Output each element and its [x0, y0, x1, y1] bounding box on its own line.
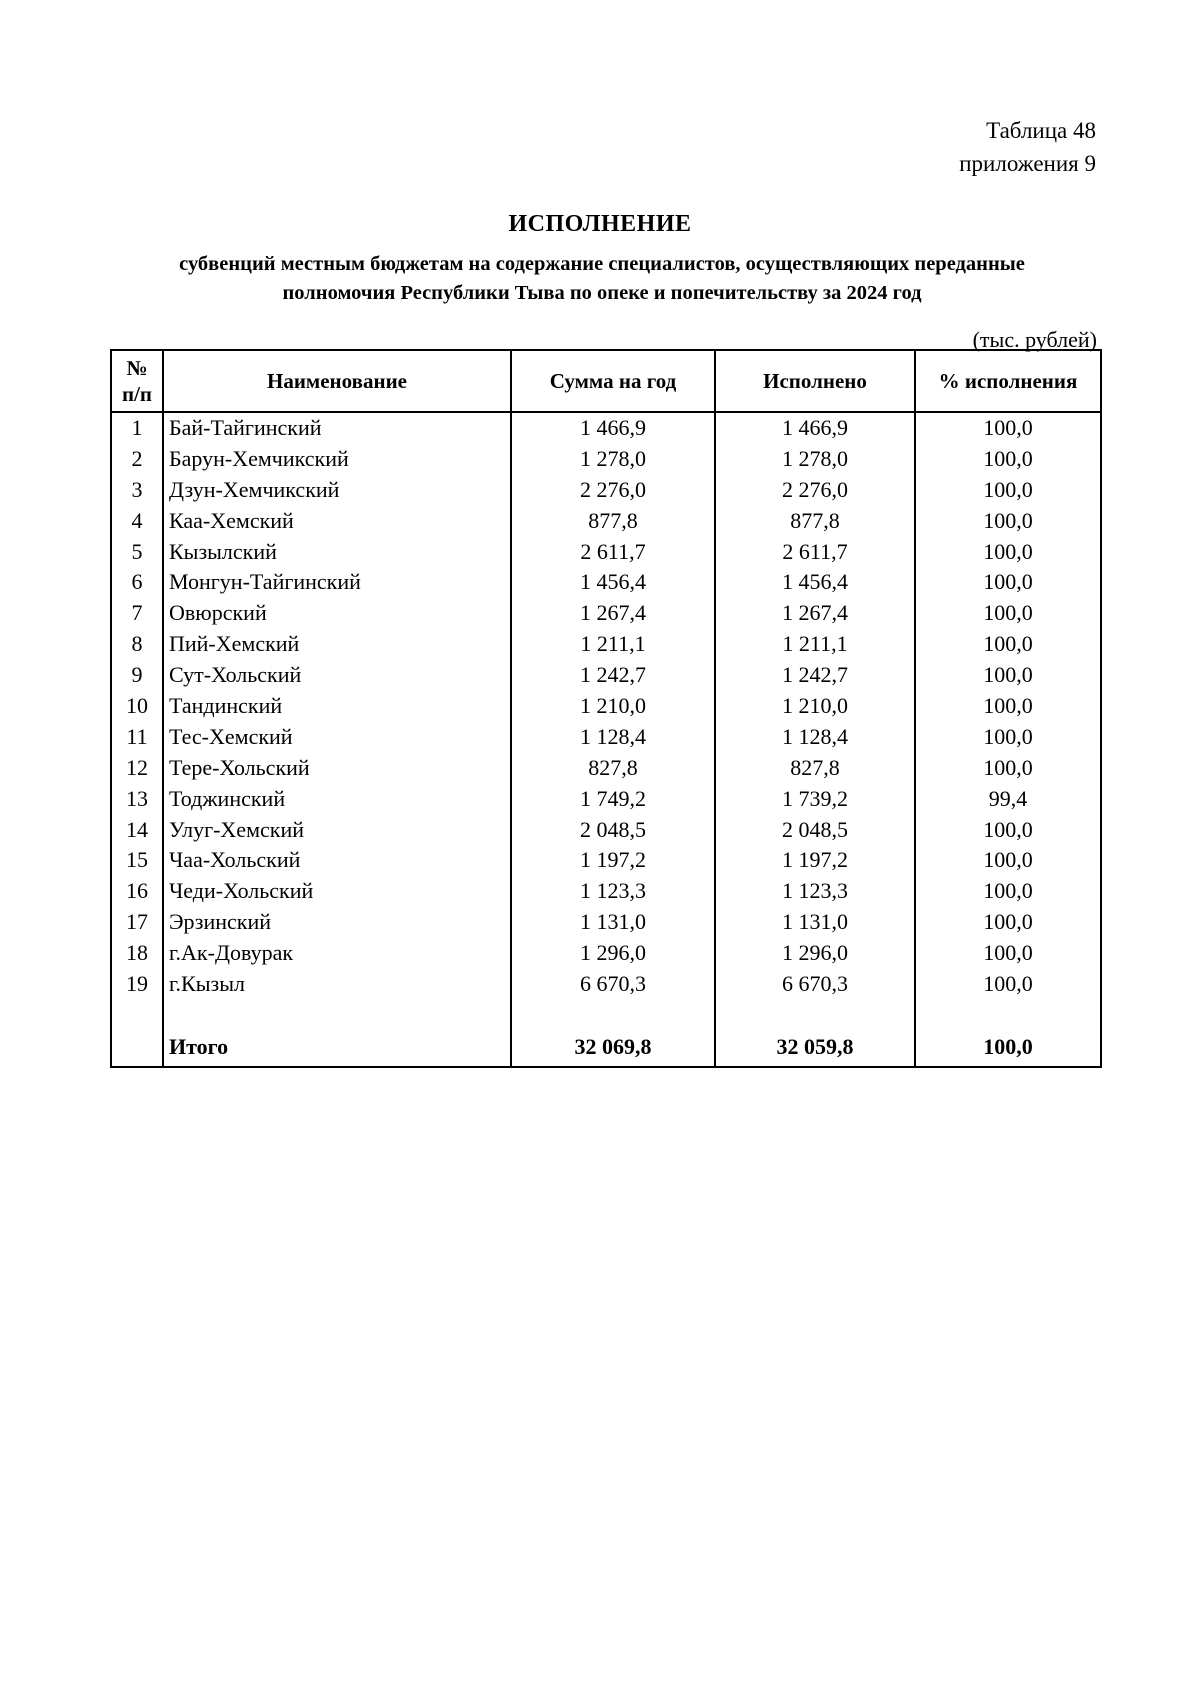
row-sum-cell: 2 276,0	[511, 475, 715, 506]
row-name-cell: Тес-Хемский	[163, 722, 511, 753]
total-row	[111, 1030, 1101, 1067]
row-name-cell: Дзун-Хемчикский	[163, 475, 511, 506]
table-row	[111, 876, 1101, 907]
row-executed-cell: 1 739,2	[715, 784, 915, 815]
table-row	[111, 815, 1101, 846]
spacer-cell	[163, 1000, 511, 1030]
row-percent-cell: 99,4	[915, 784, 1101, 815]
row-name-cell: Монгун-Тайгинский	[163, 567, 511, 598]
row-executed-cell: 2 276,0	[715, 475, 915, 506]
row-number-cell: 11	[111, 722, 163, 753]
total-number-cell	[111, 1030, 163, 1067]
table-header-row	[111, 350, 1101, 412]
row-executed-cell: 1 211,1	[715, 629, 915, 660]
row-sum-cell: 1 278,0	[511, 444, 715, 475]
row-percent-cell: 100,0	[915, 629, 1101, 660]
row-number-cell: 19	[111, 969, 163, 1000]
row-percent-cell: 100,0	[915, 691, 1101, 722]
row-number-cell: 16	[111, 876, 163, 907]
row-sum-cell: 877,8	[511, 506, 715, 537]
table-row	[111, 691, 1101, 722]
row-number-cell: 1	[111, 412, 163, 444]
row-number-cell: 6	[111, 567, 163, 598]
row-number-cell: 17	[111, 907, 163, 938]
total-name-cell: Итого	[163, 1030, 511, 1067]
header-number-line-1: №	[126, 356, 148, 380]
row-percent-cell: 100,0	[915, 506, 1101, 537]
row-executed-cell: 877,8	[715, 506, 915, 537]
total-percent-cell: 100,0	[915, 1030, 1101, 1067]
row-percent-cell: 100,0	[915, 845, 1101, 876]
table-row	[111, 506, 1101, 537]
table-row	[111, 412, 1101, 444]
table-row	[111, 753, 1101, 784]
row-name-cell: Бай-Тайгинский	[163, 412, 511, 444]
row-name-cell: Эрзинский	[163, 907, 511, 938]
row-sum-cell: 1 210,0	[511, 691, 715, 722]
row-percent-cell: 100,0	[915, 938, 1101, 969]
document-subtitle	[120, 250, 1084, 308]
row-percent-cell: 100,0	[915, 815, 1101, 846]
row-percent-cell: 100,0	[915, 876, 1101, 907]
row-name-cell: Чаа-Хольский	[163, 845, 511, 876]
table-row	[111, 938, 1101, 969]
table-row	[111, 629, 1101, 660]
row-percent-cell: 100,0	[915, 969, 1101, 1000]
header-executed: Исполнено	[715, 350, 915, 412]
row-executed-cell: 1 456,4	[715, 567, 915, 598]
row-percent-cell: 100,0	[915, 660, 1101, 691]
table-row	[111, 722, 1101, 753]
row-sum-cell: 827,8	[511, 753, 715, 784]
table-row	[111, 907, 1101, 938]
row-executed-cell: 1 296,0	[715, 938, 915, 969]
row-executed-cell: 2 611,7	[715, 537, 915, 568]
spacer-row	[111, 1000, 1101, 1030]
row-sum-cell: 1 267,4	[511, 598, 715, 629]
row-number-cell: 3	[111, 475, 163, 506]
header-percent: % исполнения	[915, 350, 1101, 412]
row-percent-cell: 100,0	[915, 598, 1101, 629]
table-row	[111, 660, 1101, 691]
row-executed-cell: 1 197,2	[715, 845, 915, 876]
row-number-cell: 4	[111, 506, 163, 537]
row-name-cell: Сут-Хольский	[163, 660, 511, 691]
row-executed-cell: 1 267,4	[715, 598, 915, 629]
row-percent-cell: 100,0	[915, 753, 1101, 784]
row-name-cell: Барун-Хемчикский	[163, 444, 511, 475]
row-sum-cell: 2 048,5	[511, 815, 715, 846]
table-row	[111, 567, 1101, 598]
row-number-cell: 18	[111, 938, 163, 969]
header-number	[111, 350, 163, 412]
row-number-cell: 8	[111, 629, 163, 660]
row-name-cell: г.Ак-Довурак	[163, 938, 511, 969]
row-sum-cell: 1 466,9	[511, 412, 715, 444]
row-sum-cell: 6 670,3	[511, 969, 715, 1000]
row-sum-cell: 2 611,7	[511, 537, 715, 568]
row-executed-cell: 6 670,3	[715, 969, 915, 1000]
subtitle-line-1: субвенций местным бюджетам на содержание специалистов, осуществляющих переданные	[179, 253, 1025, 275]
total-executed-cell: 32 059,8	[715, 1030, 915, 1067]
table-row	[111, 444, 1101, 475]
row-name-cell: Каа-Хемский	[163, 506, 511, 537]
table-row	[111, 475, 1101, 506]
row-name-cell: Пий-Хемский	[163, 629, 511, 660]
row-executed-cell: 827,8	[715, 753, 915, 784]
row-percent-cell: 100,0	[915, 722, 1101, 753]
row-percent-cell: 100,0	[915, 907, 1101, 938]
spacer-cell	[915, 1000, 1101, 1030]
row-sum-cell: 1 296,0	[511, 938, 715, 969]
total-sum-cell: 32 069,8	[511, 1030, 715, 1067]
row-name-cell: Кызылский	[163, 537, 511, 568]
row-name-cell: Овюрский	[163, 598, 511, 629]
row-executed-cell: 1 131,0	[715, 907, 915, 938]
header-number-line-2: п/п	[121, 382, 153, 406]
row-name-cell: г.Кызыл	[163, 969, 511, 1000]
row-sum-cell: 1 211,1	[511, 629, 715, 660]
row-executed-cell: 1 210,0	[715, 691, 915, 722]
row-name-cell: Тере-Хольский	[163, 753, 511, 784]
row-name-cell: Улуг-Хемский	[163, 815, 511, 846]
row-executed-cell: 1 466,9	[715, 412, 915, 444]
row-sum-cell: 1 131,0	[511, 907, 715, 938]
row-executed-cell: 1 128,4	[715, 722, 915, 753]
row-number-cell: 5	[111, 537, 163, 568]
row-percent-cell: 100,0	[915, 444, 1101, 475]
table-label	[959, 114, 1096, 180]
row-sum-cell: 1 128,4	[511, 722, 715, 753]
row-sum-cell: 1 123,3	[511, 876, 715, 907]
document-title: ИСПОЛНЕНИЕ	[508, 211, 692, 237]
table-row	[111, 969, 1101, 1000]
row-number-cell: 14	[111, 815, 163, 846]
row-percent-cell: 100,0	[915, 537, 1101, 568]
spacer-cell	[111, 1000, 163, 1030]
header-name: Наименование	[163, 350, 511, 412]
spacer-cell	[511, 1000, 715, 1030]
row-number-cell: 15	[111, 845, 163, 876]
appendix-number: приложения 9	[959, 151, 1096, 176]
row-number-cell: 9	[111, 660, 163, 691]
row-sum-cell: 1 197,2	[511, 845, 715, 876]
row-percent-cell: 100,0	[915, 412, 1101, 444]
row-number-cell: 10	[111, 691, 163, 722]
row-sum-cell: 1 749,2	[511, 784, 715, 815]
units-label: (тыс. рублей)	[972, 327, 1097, 352]
row-executed-cell: 1 123,3	[715, 876, 915, 907]
execution-table	[110, 349, 1102, 1068]
row-executed-cell: 1 242,7	[715, 660, 915, 691]
header-sum: Сумма на год	[511, 350, 715, 412]
row-sum-cell: 1 242,7	[511, 660, 715, 691]
row-percent-cell: 100,0	[915, 475, 1101, 506]
table-row	[111, 784, 1101, 815]
table-body	[111, 412, 1101, 1067]
table-row	[111, 845, 1101, 876]
subtitle-line-2: полномочия Республики Тыва по опеке и попечительству за 2024 год	[282, 282, 922, 304]
row-executed-cell: 2 048,5	[715, 815, 915, 846]
table-number: Таблица 48	[986, 118, 1096, 143]
row-percent-cell: 100,0	[915, 567, 1101, 598]
row-number-cell: 7	[111, 598, 163, 629]
row-number-cell: 13	[111, 784, 163, 815]
row-sum-cell: 1 456,4	[511, 567, 715, 598]
row-name-cell: Тоджинский	[163, 784, 511, 815]
row-number-cell: 2	[111, 444, 163, 475]
spacer-cell	[715, 1000, 915, 1030]
table-row	[111, 598, 1101, 629]
table-row	[111, 537, 1101, 568]
row-name-cell: Чеди-Хольский	[163, 876, 511, 907]
row-executed-cell: 1 278,0	[715, 444, 915, 475]
row-name-cell: Тандинский	[163, 691, 511, 722]
row-number-cell: 12	[111, 753, 163, 784]
